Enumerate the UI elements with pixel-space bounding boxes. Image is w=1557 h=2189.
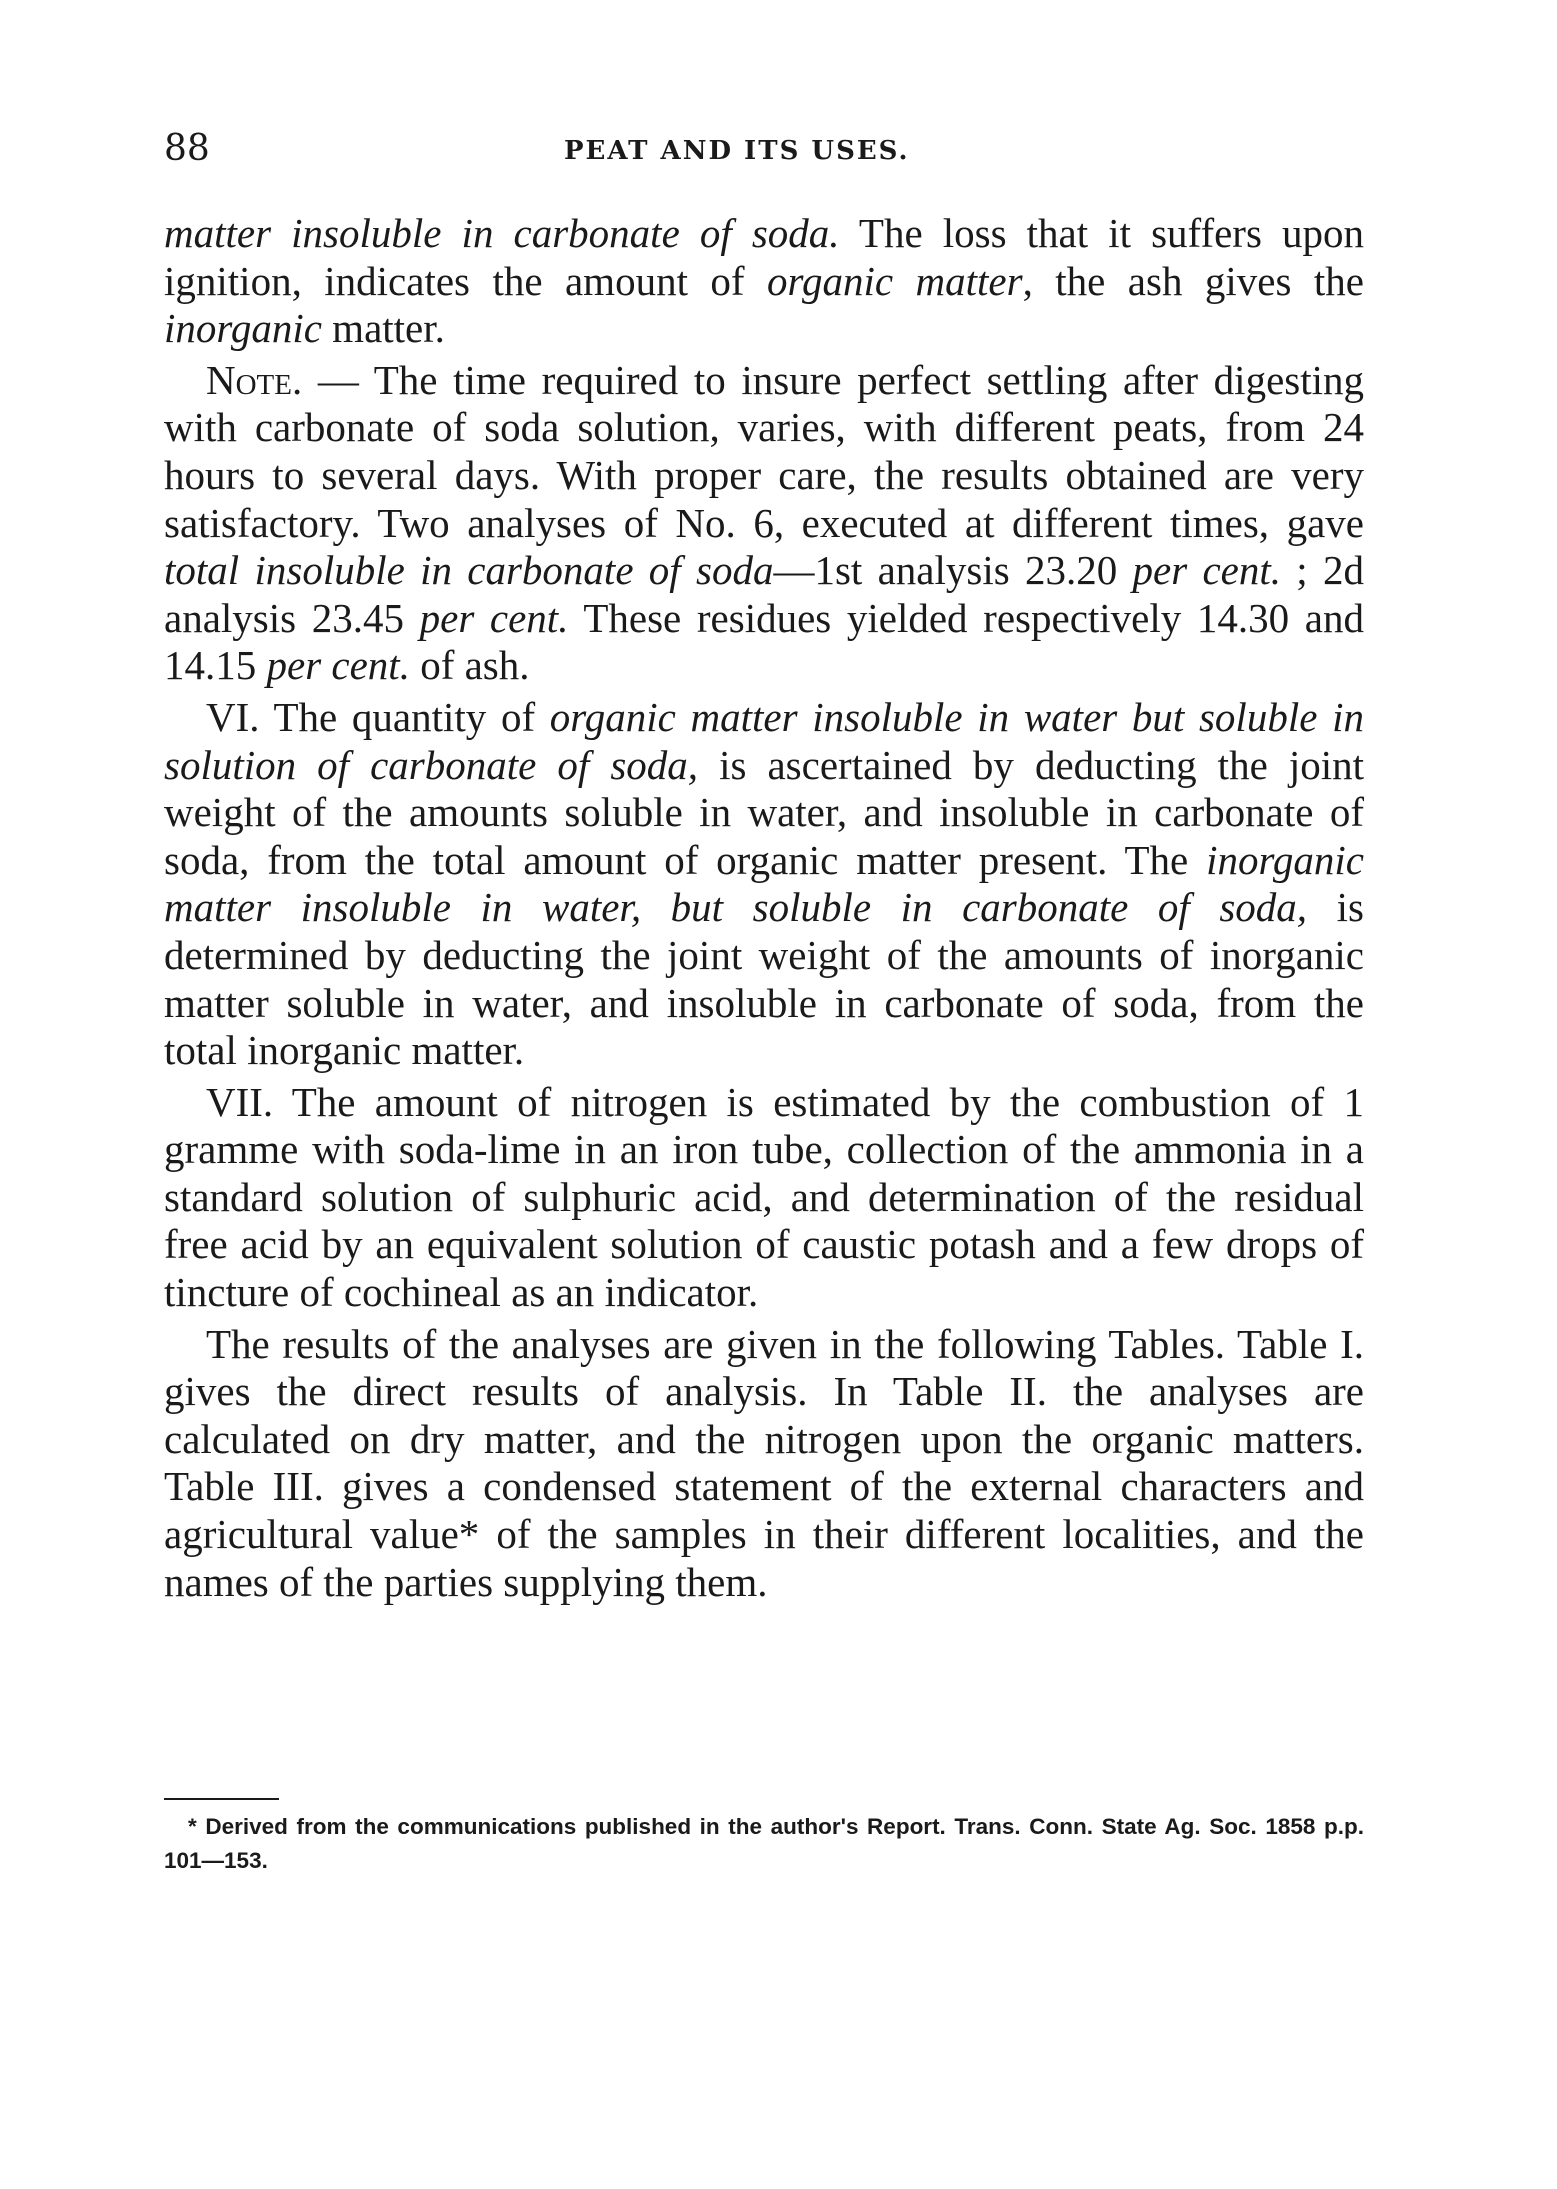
body-text — [164, 210, 1364, 1606]
note-label: Note. — [206, 356, 303, 403]
text-run: — The time required to insure perfect settling after digesting with carbonate of soda solution, varies, with different peats, from 24 hours to several days. With proper care, the results obtained are very satisfactory. Two analyses of No. 6, executed at different times, gave — [164, 356, 1364, 546]
italic-phrase: per cent. — [1132, 547, 1282, 594]
paragraph-vii: VII. The amount of nitrogen is estimated by the combustion of 1 gramme with soda-lime in an iron tube, collection of the ammonia in a standard solution of sulphuric acid, and determination of the residual free acid by an equivalent solution of caustic potash and a few drops of tincture of cochineal as an indicator. — [164, 1078, 1364, 1316]
text-run: —1st analysis 23.20 — [773, 547, 1133, 594]
text-run: matter. — [321, 305, 445, 352]
italic-phrase: per cent. — [266, 642, 410, 689]
italic-phrase: inorganic matter insoluble in water, but soluble in carbonate of soda, — [164, 836, 1364, 931]
italic-phrase: per cent. — [419, 594, 569, 641]
italic-phrase: inorganic — [164, 305, 322, 352]
paragraph-results: The results of the analyses are given in the following Tables. Table I. gives the direct results of analysis. In Table II. the analyses are calculated on dry matter, and the nitrogen upon the organic matters. Table III. gives a condensed statement of the external characters and agricultural value* of the samples in their different localities, and the names of the parties supplying them. — [164, 1320, 1364, 1605]
italic-phrase: organic matter insoluble in water but soluble in solution of carbonate of soda, — [164, 693, 1364, 788]
page-number: 88 — [164, 128, 210, 169]
running-title: PEAT AND ITS USES. — [564, 136, 910, 166]
paragraph-note — [164, 357, 1364, 690]
italic-phrase: matter insoluble in carbonate of soda. — [164, 210, 840, 256]
text-run: ; 2d analysis 23.45 — [164, 547, 1364, 641]
text-run: VI. The quantity of — [206, 693, 550, 740]
text-run: is determined by deducting the joint weight of the amounts of inorganic matter soluble in water, and insoluble in carbonate of soda, from the total inorganic matter. — [164, 884, 1364, 1074]
italic-phrase: total insoluble in carbonate of soda — [164, 547, 774, 594]
footnote-rule — [164, 1798, 1364, 1808]
paragraph-continuation — [164, 210, 1364, 353]
footnote: * Derived from the communications published in the author's Report. Trans. Conn. State Ag. Soc. 1858 p.p. 101—153. — [164, 1814, 1364, 1873]
footnote-divider — [164, 1798, 279, 1800]
italic-phrase: organic matter — [767, 257, 1023, 304]
text-run: The loss that it suffers upon ignition, indicates the amount of — [164, 210, 1364, 304]
text-run: of ash. — [409, 642, 530, 689]
text-run: is ascertained by deducting the joint weight of the amounts soluble in water, and insoluble in carbonate of soda, from the total amount of organic matter present. The — [164, 741, 1364, 883]
page-header — [164, 128, 1364, 178]
paragraph-vi — [164, 694, 1364, 1075]
text-run: These residues yielded respectively 14.30 and 14.15 — [164, 594, 1364, 689]
text-run: , the ash gives the — [1022, 257, 1364, 304]
